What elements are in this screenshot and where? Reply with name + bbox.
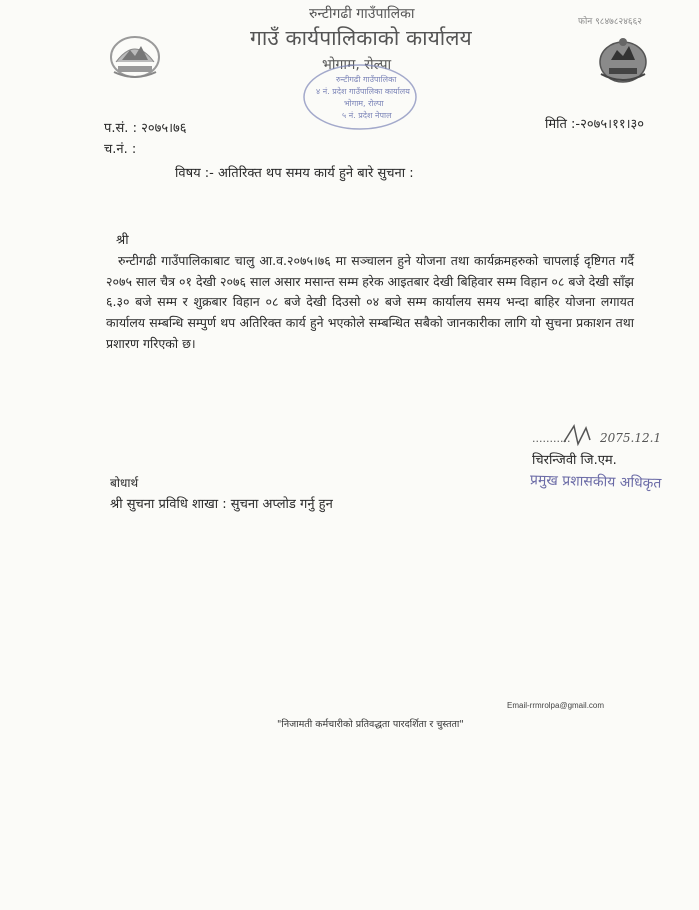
header-office-name: गाउँ कार्यपालिकाको कार्यालय — [250, 26, 472, 50]
header-address: भोगाम, रोल्पा — [322, 57, 392, 73]
letter-date: मिति :-२०७५।११।३० — [545, 117, 645, 132]
stamp-line-4: ५ नं. प्रदेश नेपाल — [342, 111, 392, 120]
stamp-line-3: भोगाम, रोल्पा — [344, 99, 384, 108]
signer-name: चिरन्जिवी जि.एम. — [532, 453, 617, 468]
subject-line: विषय :- अतिरिक्त थप समय कार्य हुने बारे सुचना : — [175, 166, 414, 181]
stamp-line-2: ४ नं. प्रदेश गाउँपालिका कार्यालय — [316, 87, 410, 96]
reference-number: प.सं. : २०७५।७६ — [104, 121, 187, 136]
cc-recipient: श्री सुचना प्रविधि शाखा : सुचना अप्लोड गर्नु हुन — [110, 497, 333, 512]
stamp-line-1: रुन्टीगढी गाउँपालिका — [336, 75, 397, 84]
signature-line: ........... — [532, 432, 571, 445]
header-municipality-name: रुन्टीगढी गाउँपालिका — [309, 6, 415, 22]
cc-label: बोधार्थ — [110, 476, 139, 490]
phone-number: फोन ९८४७८२४६६२ — [578, 17, 642, 27]
footer-motto: "निजामती कर्मचारीको प्रतिवद्धता पारदर्शिता र चुस्तता" — [277, 719, 464, 730]
office-seal-stamp — [300, 62, 420, 132]
footer-email: Email-rrmrolpa@gmail.com — [507, 701, 605, 710]
notice-body: रुन्टीगढी गाउँपालिकाबाट चालु आ.व.२०७५।७६ मा सञ्चालन हुने योजना तथा कार्यक्रमहरुको चापलाई दृष्टिगत गर्दै २०७५ साल चैत्र ०१ देखी २०७६ साल असार मसान्त सम्म हरेक आइतबार देखी बिहिवार सम्म विहान ०८ बजे देखी साँझ ६.३० बजे सम्म र शुक्रबार विहान ०८ बजे देखी दिउसो ०४ बजे सम्म कार्यालय समय भन्दा बाहिर योजना लगायत कार्यालय सम्बन्धि सम्पुर्ण थप अतिरिक्त कार्य हुने भएकोले सम्बन्धित सबैको जानकारीका लागि यो सुचना प्रकाशन तथा प्रशारण गरिएको छ। — [106, 253, 634, 351]
nepal-emblem-left-icon — [108, 32, 162, 82]
dispatch-number: च.नं. : — [104, 142, 137, 157]
handwritten-signature — [560, 420, 670, 450]
signature-scribble-text: 2075.12.1 — [600, 431, 662, 445]
salutation: श्री — [116, 233, 129, 248]
nepal-emblem-right-icon — [597, 34, 649, 84]
designation-stamp: प्रमुख प्रशासकीय अधिकृत — [529, 472, 662, 492]
